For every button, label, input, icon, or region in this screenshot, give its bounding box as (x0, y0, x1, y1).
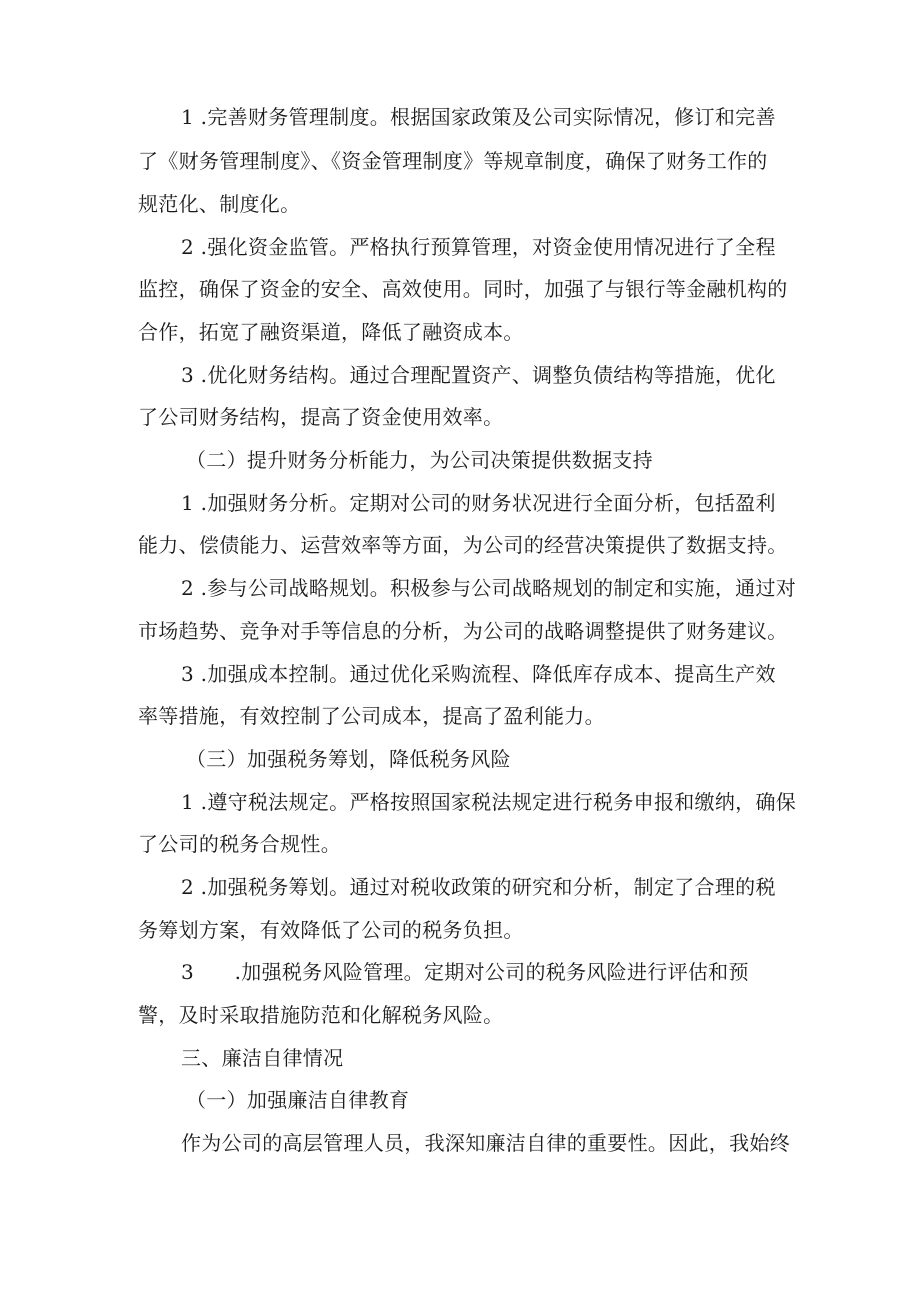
section-heading: （一）加强廉洁自律教育 (186, 1088, 410, 1112)
paragraph-line: 市场趋势、竞争对手等信息的分析，为公司的战略调整提供了财务建议。 (138, 619, 788, 643)
paragraph-line: 2 .参与公司战略规划。积极参与公司战略规划的制定和实施，通过对 (181, 576, 797, 600)
section-heading: （二）提升财务分析能力，为公司决策提供数据支持 (186, 448, 653, 472)
paragraph-line: 了公司财务结构，提高了资金使用效率。 (138, 405, 504, 429)
paragraph-line: 务筹划方案，有效降低了公司的税务负担。 (138, 918, 524, 942)
paragraph-line: 1 .加强财务分析。定期对公司的财务状况进行全面分析，包括盈利 (181, 491, 776, 515)
paragraph-line: 3 .加强成本控制。通过优化采购流程、降低库存成本、提高生产效 (181, 662, 776, 686)
paragraph-line: 了《财务管理制度》、《资金管理制度》等规章制度，确保了财务工作的 (138, 149, 768, 173)
paragraph-line: 2 .加强税务筹划。通过对税收政策的研究和分析，制定了合理的税 (181, 875, 776, 899)
paragraph-line: 警，及时采取措施防范和化解税务风险。 (138, 1003, 504, 1027)
paragraph-line: 规范化、制度化。 (138, 192, 301, 216)
paragraph-line: 2 .强化资金监管。严格执行预算管理，对资金使用情况进行了全程 (181, 235, 776, 259)
section-heading: 三、廉洁自律情况 (181, 1046, 344, 1070)
paragraph-line: 率等措施，有效控制了公司成本，提高了盈利能力。 (138, 704, 605, 728)
paragraph-line: 监控，确保了资金的安全、高效使用。同时，加强了与银行等金融机构的 (138, 277, 788, 301)
paragraph-line: 能力、偿债能力、运营效率等方面，为公司的经营决策提供了数据支持。 (138, 533, 788, 557)
paragraph-line: 1 .完善财务管理制度。根据国家政策及公司实际情况，修订和完善 (181, 105, 776, 129)
paragraph-line: 合作，拓宽了融资渠道，降低了融资成本。 (138, 320, 524, 344)
paragraph-line: 3 .优化财务结构。通过合理配置资产、调整负债结构等措施，优化 (181, 363, 776, 387)
paragraph-line: 作为公司的高层管理人员，我深知廉洁自律的重要性。因此，我始终 (181, 1131, 790, 1155)
paragraph-line: 3 .加强税务风险管理。定期对公司的税务风险进行评估和预 (181, 960, 749, 984)
paragraph-line: 了公司的税务合规性。 (138, 832, 341, 856)
paragraph-line: 1 .遵守税法规定。严格按照国家税法规定进行税务申报和缴纳，确保 (181, 790, 797, 814)
section-heading: （三）加强税务筹划，降低税务风险 (186, 747, 511, 771)
